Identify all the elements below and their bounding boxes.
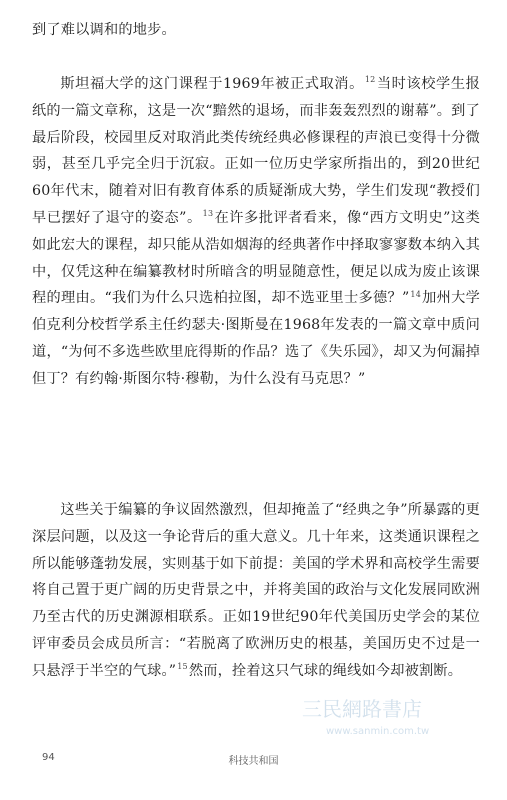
paragraph-text: 加州大学伯克利分校哲学系主任约瑟夫·图斯曼在1968年发表的一篇文章中质问道，“为何不多选些欧里庇得斯的作品？选了《失乐园》，却又为何漏掉但丁？有约翰·斯图尔特·穆勒，为什么没有马克思？” (32, 290, 480, 387)
paragraph-continuation (32, 17, 480, 44)
bookstore-watermark-logo (296, 690, 446, 740)
watermark-text: 三民網路書店 (302, 697, 422, 721)
footnote-marker: 14 (410, 289, 421, 299)
footnote-marker: 12 (364, 75, 376, 85)
book-title-footer: 科技共和国 (228, 756, 279, 767)
paragraph-stanford (32, 71, 480, 393)
page-number: 94 (42, 752, 55, 763)
footnote-marker: 15 (177, 662, 188, 672)
paragraph-text: 斯坦福大学的这门课程于1969年被正式取消。 (60, 76, 364, 92)
paragraph-text: 在许多批评者看来，像“西方文明史”这类如此宏大的课程，却只能从浩如烟海的经典著作中择取寥寥数本纳入其中，仅凭这种在编纂教材时所暗含的明显随意性，便足以成为废止该课程的理由。“我们为什么只选柏拉图，却不选亚里士多德？” (32, 209, 481, 307)
paragraph-text: 到了难以调和的地步。 (32, 22, 176, 38)
paragraph-text: 然而，拴着这只气球的绳线如今却被割断。 (188, 662, 463, 679)
paragraph-text: 当时该校学生报纸的一篇文章称，这是一次“黯然的退场，而非轰轰烈烈的谢幕”。到了最后阶段，校园里反对取消此类传统经典必修课程的声浪已变得十分微弱，甚至几乎完全归于沉寂。正如一位历史学家所指出的，到20世纪60年代末，随着对旧有教育体系的质疑渐成大势，学生们发现“教授们早已摆好了退守的姿态”。 (32, 76, 480, 226)
paragraph-text: 这些关于编纂的争议固然激烈，但却掩盖了“经典之争”所暴露的更深层问题，以及这一争论背后的重大意义。几十年来，这类通识课程之所以能够蓬勃发展，实则基于如下前提：美国的学术界和高校学生需要将自己置于更广阔的历史背景之中，并将美国的政治与文化发展同欧洲乃至古代的历史渊源相联系。正如19世纪90年代美国历史学会的某位评审委员会成员所言：“若脱离了欧洲历史的根基，美国历史不过是一只悬浮于半空的气球。” (32, 502, 480, 679)
paragraph-canon-debate (32, 497, 480, 685)
watermark-url: www.sanmin.com.tw (326, 726, 430, 737)
footnote-marker: 13 (202, 209, 214, 219)
